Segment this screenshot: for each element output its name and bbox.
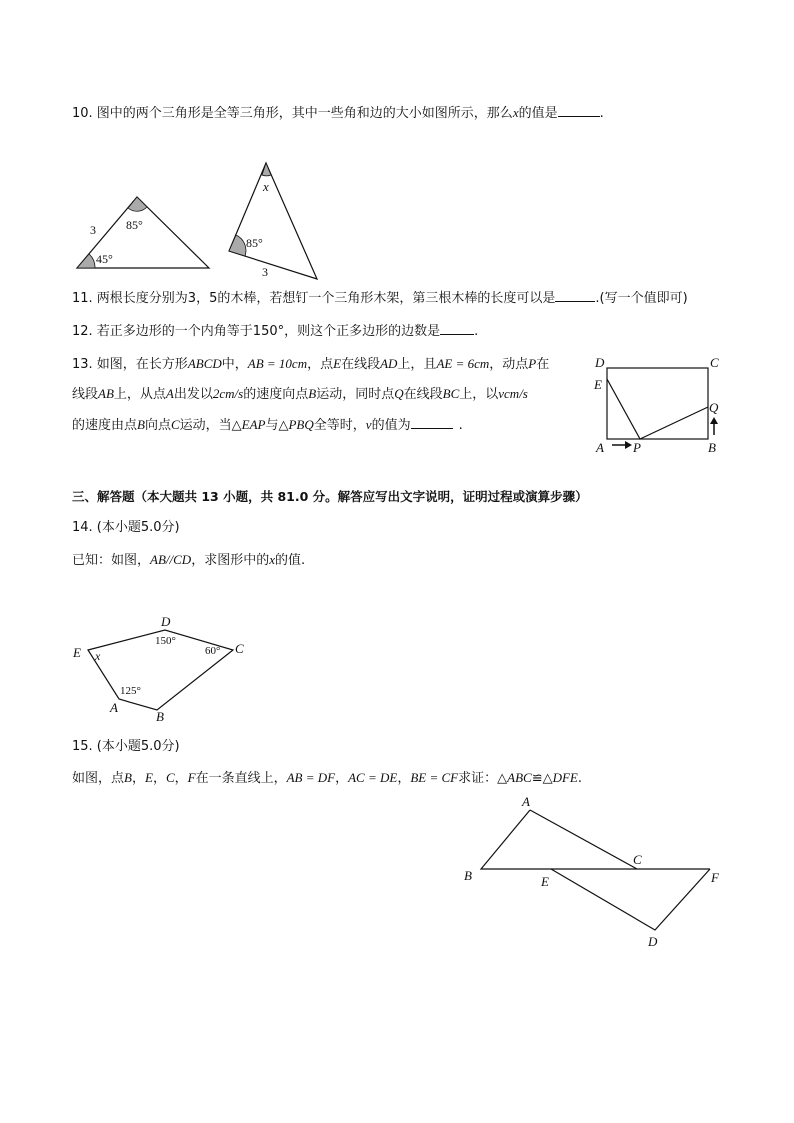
q14-angle-d: 150° xyxy=(155,635,176,647)
q14-angle-e: x xyxy=(95,649,101,663)
q15-label-c: C xyxy=(633,852,642,867)
q14-label-b: B xyxy=(156,709,164,724)
q15-label-a: A xyxy=(522,794,530,809)
q15-label-b: B xyxy=(464,868,472,883)
q14-angle-c: 60° xyxy=(205,645,221,657)
q15-head: 15. (本小题5.0分) xyxy=(72,739,180,754)
q10-text: 10. 图中的两个三角形是全等三角形，其中一些角和边的大小如图所示，那么x的值是 . xyxy=(72,105,604,121)
q15-label-e: E xyxy=(541,874,549,889)
q13-label-b: B xyxy=(708,440,716,455)
q13-label-e: E xyxy=(594,377,602,392)
q13-label-p: P xyxy=(633,440,641,455)
q10-left-side: 3 xyxy=(90,223,96,237)
q14-label-d: D xyxy=(161,614,171,629)
q14-angle-a: 125° xyxy=(120,685,141,697)
section-title: 三、解答题（本大题共 13 小题，共 81.0 分。解答应写出文字说明，证明过程或演算步骤） xyxy=(72,489,588,504)
q10-right-side: 3 xyxy=(262,265,268,279)
q15-label-d: D xyxy=(648,934,658,949)
q10-left-angle-top: 85° xyxy=(126,218,143,232)
q10-right-angle-top: x xyxy=(263,179,269,194)
q10-left-angle-bottom: 45° xyxy=(96,252,113,266)
q13-line2: 线段AB上，从点A出发以2cm/s的速度向点B运动，同时点Q在线段BC上，以vcm/s xyxy=(72,386,528,402)
q15-body: 如图，点B，E，C，F在一条直线上，AB = DF，AC = DE，BE = CF求证：△ABC≌△DFE. xyxy=(72,770,582,786)
q14-label-c: C xyxy=(235,641,244,656)
q11-text: 11. 两根长度分别为3，5的木棒，若想钉一个三角形木架，第三根木棒的长度可以是 .(写一个值即可) xyxy=(72,291,688,306)
q13-label-q: Q xyxy=(709,400,719,415)
q14-label-e: E xyxy=(73,645,81,660)
q14-body: 已知：如图，AB//CD，求图形中的x的值. xyxy=(72,552,306,568)
q12-text: 12. 若正多边形的一个内角等于150°，则这个正多边形的边数是 . xyxy=(72,324,479,339)
q15-label-f: F xyxy=(711,870,719,885)
q14-head: 14. (本小题5.0分) xyxy=(72,520,180,535)
q13-label-a: A xyxy=(596,440,604,455)
q13-line3: 的速度由点B向点C运动，当△EAP与△PBQ全等时，v的值为 . xyxy=(72,417,463,433)
q10-right-angle-left: 85° xyxy=(246,236,263,250)
q13-label-c: C xyxy=(710,355,719,370)
q13-line1: 13. 如图，在长方形ABCD中，AB = 10cm，点E在线段AD上，且AE = 6cm，动点P在 xyxy=(72,356,550,372)
q14-label-a: A xyxy=(110,700,118,715)
q13-label-d: D xyxy=(595,355,605,370)
